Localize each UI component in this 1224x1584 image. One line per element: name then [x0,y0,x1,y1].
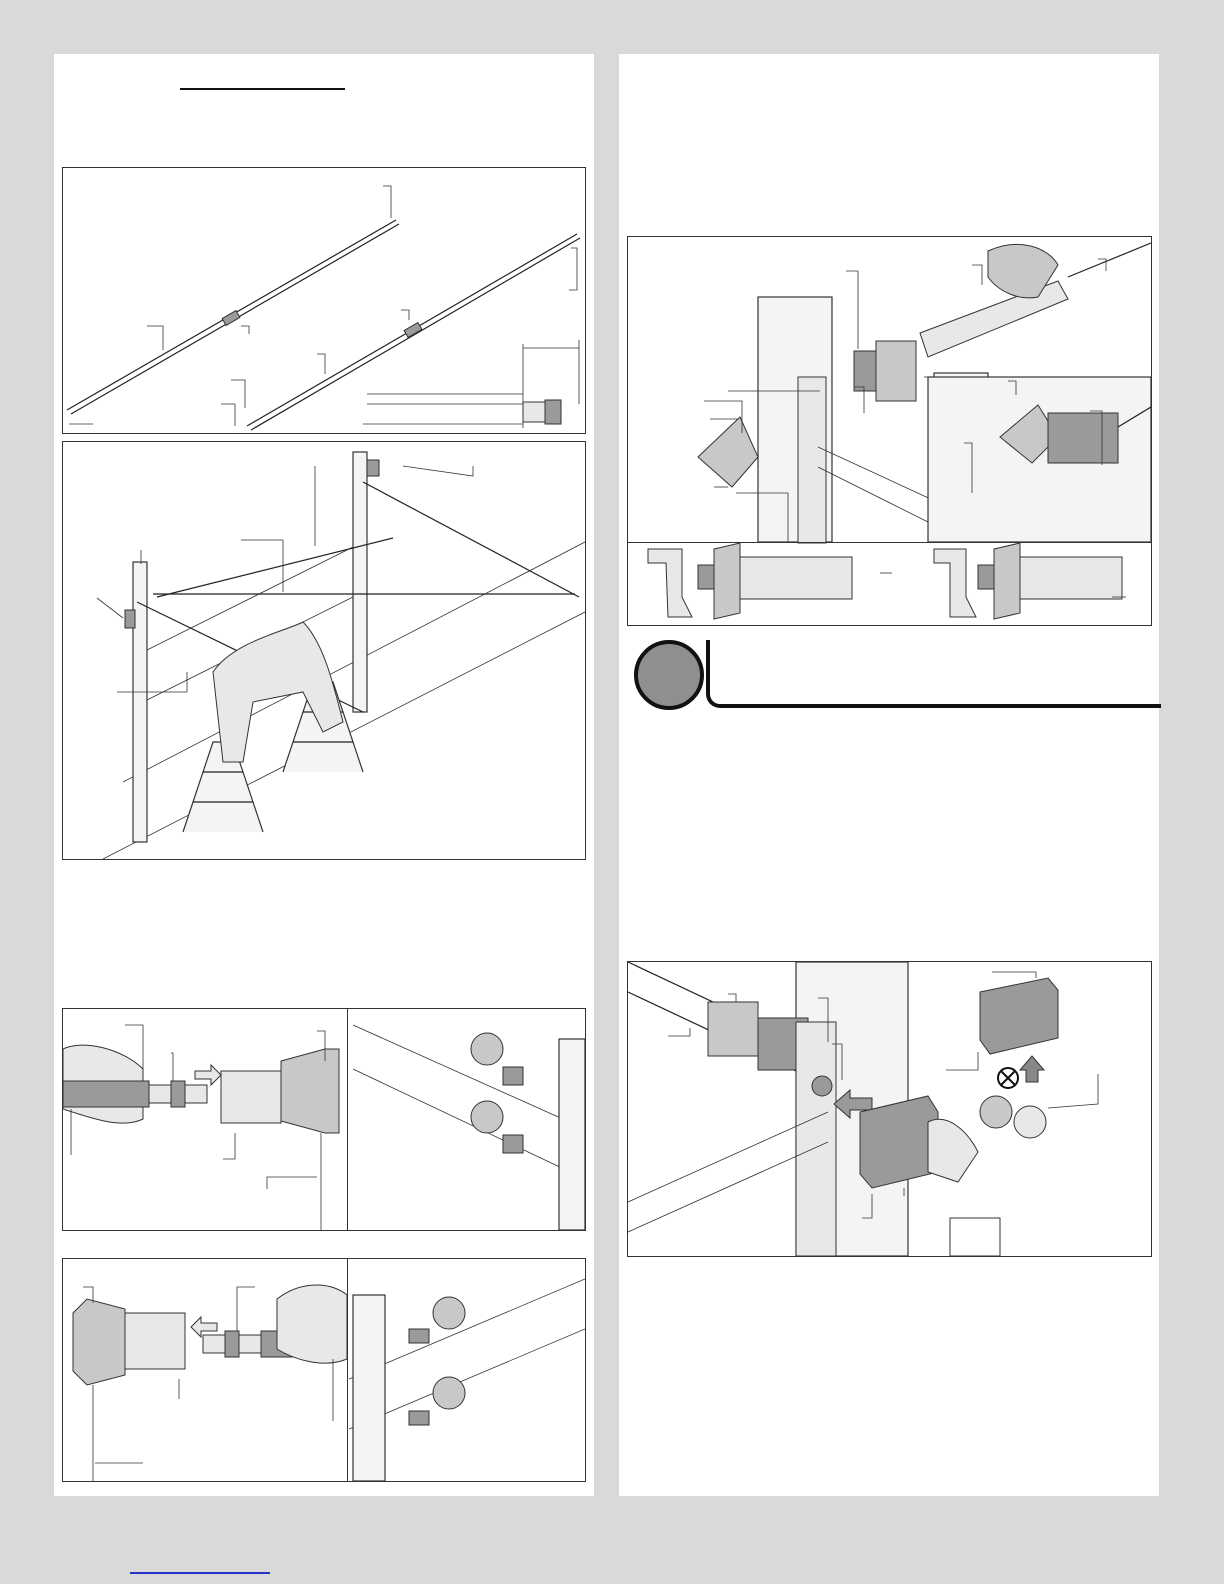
panel-divider [347,1009,348,1230]
cross-section-left [648,543,852,619]
title-underline [180,88,345,90]
leader-lines [69,186,577,426]
door-jamb-right [353,452,367,712]
garage-wall [103,542,585,859]
panel-divider [347,1259,348,1481]
footer-url-link[interactable] [130,1572,270,1574]
shaft-2 [247,234,580,430]
shaft-end-detail [363,340,579,428]
no-symbol-icon [998,1068,1018,1088]
figure-right-drum-install [62,1258,586,1482]
step-heading-bar [706,640,1161,708]
arrow-left [191,1317,217,1337]
shaft-1 [67,220,399,414]
spring-drum-left [125,610,135,628]
detail-inset [928,377,1151,542]
figure-counterbalance-lock-install [627,961,1152,1257]
cable-drum [73,1299,185,1481]
cross-section-right [934,543,1122,619]
spring-cone [854,341,916,401]
figure-bearing-bracket-install [627,236,1152,626]
bearing-plate [698,417,758,487]
shaft-coupler [203,1331,261,1357]
arrow-up [1020,1056,1044,1082]
cable-drum [221,1049,339,1230]
figure-shaft-on-ladders [62,441,586,860]
arrow-right [195,1065,221,1085]
hand-holding-shaft [63,1045,149,1123]
torsion-shaft [628,962,808,1072]
shaft-with-hand [920,243,1151,357]
shaft-coupler [149,1081,207,1107]
panel-divider-horizontal [628,542,1151,543]
bracket-view [349,1279,585,1481]
lock-housing [860,1096,978,1188]
perforated-angle [798,377,948,543]
hand-holding-shaft [261,1285,347,1363]
perforated-angle [628,1022,836,1256]
placard [950,1218,1000,1256]
bracket-view [353,1025,585,1230]
spring-drum-right [367,460,379,476]
figure-torsion-shafts [62,167,586,434]
step-number-badge [634,640,704,710]
gear-icon [980,1096,1046,1138]
figure-left-drum-install [62,1008,586,1231]
lock-housing-top [980,978,1058,1054]
